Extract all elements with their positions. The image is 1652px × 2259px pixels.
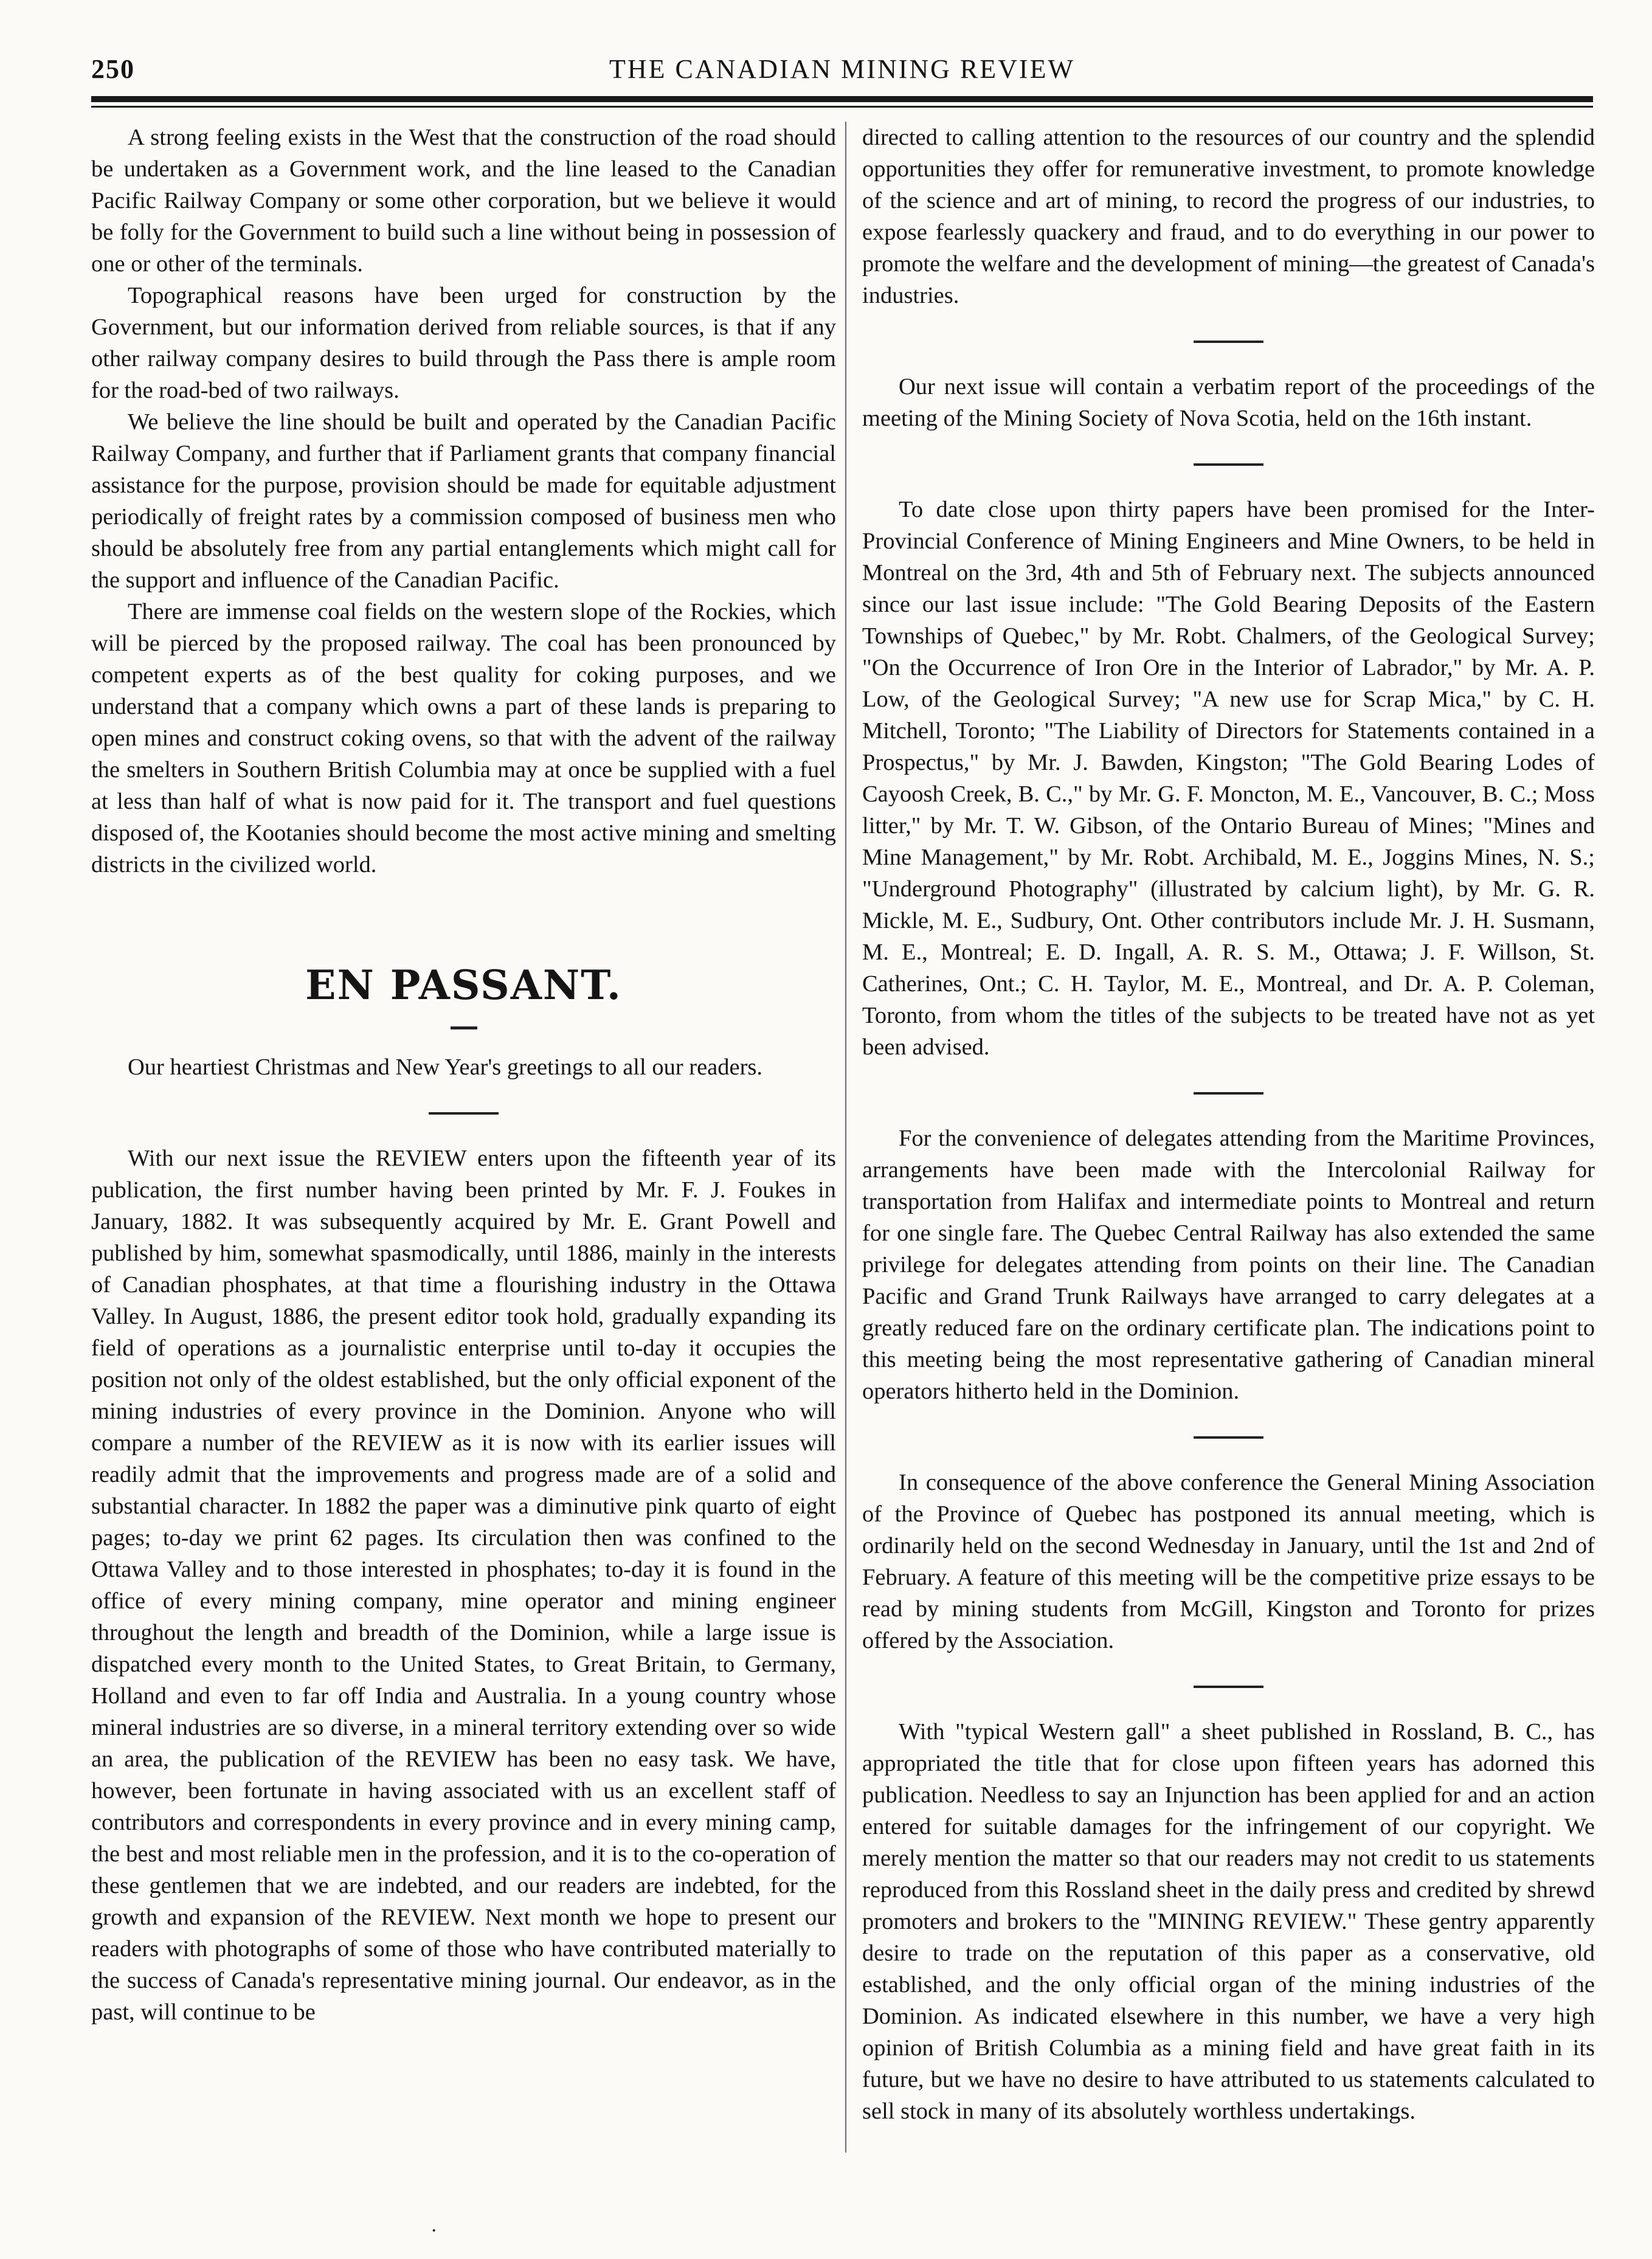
paragraph-greetings: Our heartiest Christmas and New Year's greetings to all our readers. <box>128 1054 763 1080</box>
right-column <box>862 122 1595 2127</box>
paragraph-conference-papers: To date close upon thirty papers have been promised for the Inter-Provincial Conference of Mining Engineers and Mine Owners, to be held in Montreal on the 3rd, 4th and 5th of February next. The subjects announced since our last issue include: "The Gold Bearing Deposits of the Eastern Townships of Quebec," by Mr. Robt. Chalmers, of the Geological Survey; "On the Occurrence of Iron Ore in the Interior of Labrador," by Mr. A. P. Low, of the Geological Survey; "A new use for Scrap Mica," by C. H. Mitchell, Toronto; "The Liability of Directors for Statements contained in a Prospectus," by Mr. J. Bawden, Kingston; "The Gold Bearing Lodes of Cayoosh Creek, B. C.," by Mr. G. F. Moncton, M. E., Vancouver, B. C.; Moss litter," by Mr. T. W. Gibson, of the Ontario Bureau of Mines; "Mines and Mine Management," by Mr. Robt. Archibald, M. E., Joggins Mines, N. S.; "Underground Photography" (illustrated by calcium light), by Mr. G. R. Mickle, M. E., Sudbury, Ont. Other contributors include Mr. J. H. Susmann, M. E., Montreal; E. D. Ingall, A. R. S. M., Ottawa; J. F. Willson, St. Catherines, Ont.; C. H. Taylor, M. E., Montreal, and Dr. A. P. Coleman, Toronto, from whom the titles of the subjects to be treated have not as yet been advised. <box>862 497 1595 1060</box>
section-separator <box>1194 463 1263 466</box>
paragraph-delegates-travel: For the convenience of delegates attending from the Maritime Provinces, arrangements have been made with the Intercolonial Railway for transportation from Halifax and intermediate points to Montreal and return for one single fare. The Quebec Central Railway has also extended the same privilege for delegates attending from points on their line. The Canadian Pacific and Grand Trunk Railways have arranged to carry delegates at a greatly reduced fare on the ordinary certificate plan. The indications point to this meeting being the most representative gathering of Canadian mineral operators hitherto held in the Dominion. <box>862 1126 1595 1404</box>
page-number: 250 <box>91 54 135 84</box>
paragraph-road-construction: A strong feeling exists in the West that the construction of the road should be undertaken as a Government work, and the line leased to the Canadian Pacific Railway Company or some other corporation, but we believe it would be folly for the Government to build such a line without being in possession of one or other of the terminals. <box>91 125 836 277</box>
header-rule-thin <box>91 106 1593 108</box>
paragraph-continuation: directed to calling attention to the resources of our country and the splendid opportunities they offer for remunerative investment, to promote knowledge of the science and art of mining, to record the progress of our industries, to expose fearlessly quackery and fraud, and to do everything in our power to promote the welfare and the development of mining—the greatest of Canada's industries. <box>862 125 1595 308</box>
left-column <box>91 122 836 2028</box>
paragraph-coal-fields: There are immense coal fields on the western slope of the Rockies, which will be pierced by the proposed railway. The coal has been pronounced by competent experts as of the best quality for coking purposes, and we understand that a company which owns a part of these lands is preparing to open mines and construct coking ovens, so that with the advent of the railway the smelters in Southern British Columbia may at once be supplied with a fuel at less than half of what is now paid for it. The transport and fuel questions disposed of, the Kootanies should become the most active mining and smelting districts in the civilized world. <box>91 599 836 877</box>
page-header <box>91 54 1593 90</box>
title-dash <box>451 1026 477 1029</box>
paragraph-cpr-operation: We believe the line should be built and operated by the Canadian Pacific Railway Company, and further that if Parliament grants that company financial assistance for the purpose, provision should be made for equitable adjustment periodically of freight rates by a commission composed of business men who should be absolutely free from any partial entanglements which might call for the support and influence of the Canadian Pacific. <box>91 409 836 593</box>
section-separator <box>1194 341 1263 343</box>
column-divider <box>845 122 846 2153</box>
footer-mark: · <box>430 2219 438 2242</box>
section-title-en-passant: EN PASSANT. <box>305 961 622 1009</box>
paragraph-topographical-reasons: Topographical reasons have been urged for construction by the Government, but our information derived from reliable sources, is that if any other railway company desires to build through the Pass there is ample room for the road-bed of two railways. <box>91 283 836 403</box>
journal-title: THE CANADIAN MINING REVIEW <box>609 54 1075 84</box>
section-separator <box>1194 1092 1263 1095</box>
section-separator <box>1194 1436 1263 1439</box>
paragraph-nova-scotia-report: Our next issue will contain a verbatim report of the proceedings of the meeting of the Mining Society of Nova Scotia, held on the 16th instant. <box>862 374 1595 431</box>
paragraph-review-history: With our next issue the REVIEW enters upon the fifteenth year of its publication, the first number having been printed by Mr. F. J. Foukes in January, 1882. It was subsequently acquired by Mr. E. Grant Powell and published by him, somewhat spasmodically, until 1886, mainly in the interests of Canadian phosphates, at that time a flourishing industry in the Ottawa Valley. In August, 1886, the present editor took hold, gradually expanding its field of operations as a journalistic enterprise until to-day it occupies the position not only of the oldest established, but the only official exponent of the mining industries of every province in the Dominion. Anyone who will compare a number of the REVIEW as it is now with its earlier issues will readily admit that the improvements and progress made are of a solid and substantial character. In 1882 the paper was a diminutive pink quarto of eight pages; to-day we print 62 pages. Its circulation then was confined to the Ottawa Valley and to those interested in phosphates; to-day it is found in the office of every mining company, mine operator and mining engineer throughout the length and breadth of the Dominion, while a large issue is dispatched every month to the United States, to Great Britain, to Germany, Holland and even to far off India and Australia. In a young country whose mineral industries are so diverse, in a mineral territory extending over so wide an area, the publication of the REVIEW has been no easy task. We have, however, been fortunate in having associated with us an excellent staff of contributors and correspondents in every province and in every mining camp, the best and most reliable men in the profession, and it is to the co-operation of these gentlemen that we are indebted, and our readers are indebted, for the growth and expansion of the REVIEW. Next month we hope to present our readers with photographs of some of those who have contributed materially to the success of Canada's representative mining journal. Our endeavor, as in the past, will continue to be <box>91 1146 836 2025</box>
section-separator <box>1194 1686 1263 1688</box>
paragraph-quebec-association: In consequence of the above conference the General Mining Association of the Province of Quebec has postponed its annual meeting, which is ordinarily held on the second Wednesday in January, until the 1st and 2nd of February. A feature of this meeting will be the competitive prize essays to be read by mining students from McGill, Kingston and Toronto for prizes offered by the Association. <box>862 1470 1595 1653</box>
section-separator <box>429 1112 499 1115</box>
paragraph-rossland-sheet: With "typical Western gall" a sheet published in Rossland, B. C., has appropriated the title that for close upon fifteen years has adorned this publication. Needless to say an Injunction has been applied for and an action entered for suitable damages for the infringement of our copyright. We merely mention the matter so that our readers may not credit to us statements reproduced from this Rossland sheet in the daily press and credited by shrewd promoters and brokers to the "MINING REVIEW." These gentry apparently desire to trade on the reputation of this paper as a conservative, old established, and the only official organ of the mining industries of the Dominion. As indicated elsewhere in this number, we have a very high opinion of British Columbia as a mining field and have great faith in its future, but we have no desire to have attributed to us statements calculated to sell stock in many of its absolutely worthless undertakings. <box>862 1719 1595 2124</box>
header-rule-thick <box>91 96 1593 102</box>
